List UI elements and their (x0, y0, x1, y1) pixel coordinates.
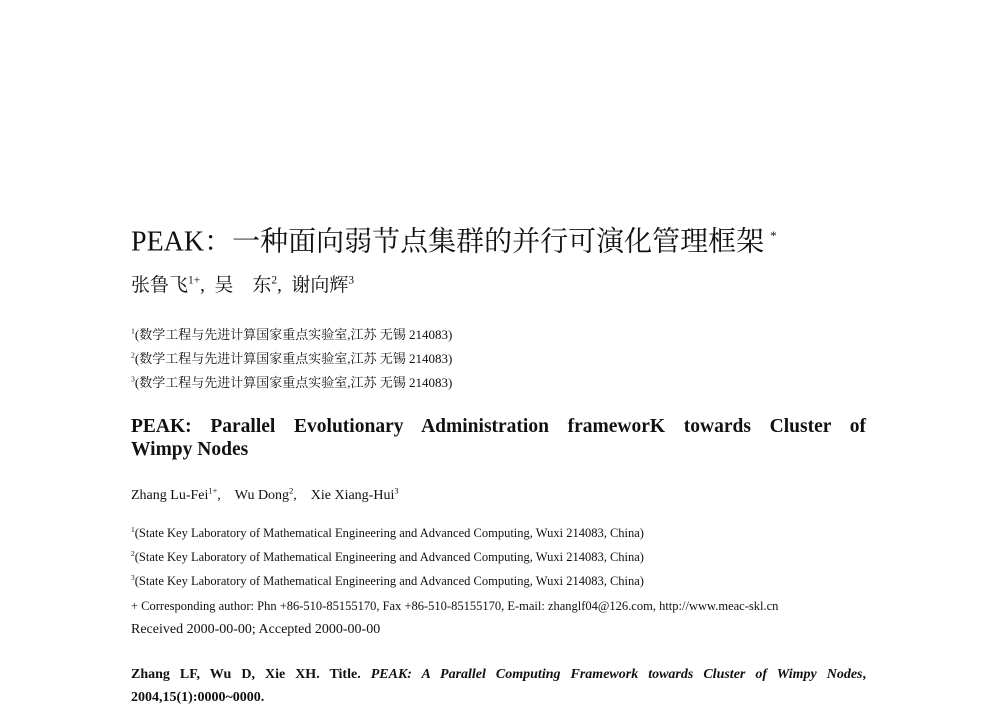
author-name: Xie Xiang-Hui (310, 488, 395, 503)
author-name: 谢向辉 (291, 275, 349, 296)
author-sup: 3 (348, 274, 355, 287)
author-sup: 3 (394, 486, 399, 496)
affiliation-sup: 3 (131, 374, 135, 384)
citation-title: PEAK: A Parallel Computing Framework towards Cluster of Wimpy Nodes (370, 667, 863, 682)
funding-footnote-mark: * (770, 228, 777, 243)
affiliation-text: (State Key Laboratory of Mathematical Engineering and Advanced Computing, Wuxi 214083, China) (134, 526, 644, 540)
corresponding-author: + Corresponding author: Phn +86-510-85155170, Fax +86-510-85155170, E-mail: zhanglf04@126.com, http://www.meac-skl.cn (131, 599, 779, 613)
citation-authors: Zhang LF, Wu D, Xie XH. Title. (131, 667, 361, 682)
author-sup: 2 (271, 274, 278, 287)
affiliation-sup: 1 (131, 524, 135, 534)
citation-line-1 (131, 663, 866, 686)
author-separator: , (217, 488, 221, 503)
affiliation-sup: 2 (131, 548, 135, 558)
citation-line-2: 2004,15(1):0000~0000. (131, 690, 265, 705)
affiliation-text: (数学工程与先进计算国家重点实验室,江苏 无锡 214083) (134, 327, 453, 342)
chinese-title (131, 218, 777, 260)
affiliation-text: (State Key Laboratory of Mathematical Engineering and Advanced Computing, Wuxi 214083, China) (134, 574, 644, 588)
english-authors (131, 486, 399, 506)
affiliation-text: (数学工程与先进计算国家重点实验室,江苏 无锡 214083) (134, 375, 453, 390)
author-name: 张鲁飞 (131, 275, 189, 296)
chinese-title-latin: PEAK (131, 226, 205, 258)
affiliation-text: (数学工程与先进计算国家重点实验室,江苏 无锡 214083) (134, 351, 453, 366)
english-affiliation (131, 548, 644, 566)
english-title-line-2: Wimpy Nodes (131, 439, 249, 460)
citation-comma: , (862, 667, 867, 682)
english-title (131, 415, 866, 461)
chinese-affiliation (131, 326, 452, 344)
chinese-authors (131, 273, 354, 299)
affiliation-sup: 1 (131, 326, 135, 336)
author-separator: , (277, 275, 282, 296)
author-separator: , (293, 488, 297, 503)
english-title-line-1: PEAK: Parallel Evolutionary Administration frameworK towards Cluster of (131, 416, 866, 437)
author-separator: , (200, 275, 205, 296)
chinese-affiliation (131, 374, 452, 392)
citation (131, 663, 866, 709)
author-sup: 1+ (208, 486, 218, 496)
chinese-title-text: ：一种面向弱节点集群的并行可演化管理框架 (204, 226, 765, 258)
received-dates: Received 2000-00-00; Accepted 2000-00-00 (131, 622, 381, 637)
english-affiliation (131, 524, 644, 542)
affiliation-sup: 3 (131, 572, 135, 582)
author-sup: 2 (289, 486, 294, 496)
author-sup: 1+ (188, 274, 201, 287)
author-name: Zhang Lu-Fei (131, 488, 209, 503)
affiliation-text: (State Key Laboratory of Mathematical Engineering and Advanced Computing, Wuxi 214083, China) (134, 550, 644, 564)
affiliation-sup: 2 (131, 350, 135, 360)
chinese-affiliation (131, 350, 452, 368)
author-name: Wu Dong (234, 488, 290, 503)
author-name: 吴 东 (214, 275, 272, 296)
english-affiliation (131, 572, 644, 590)
